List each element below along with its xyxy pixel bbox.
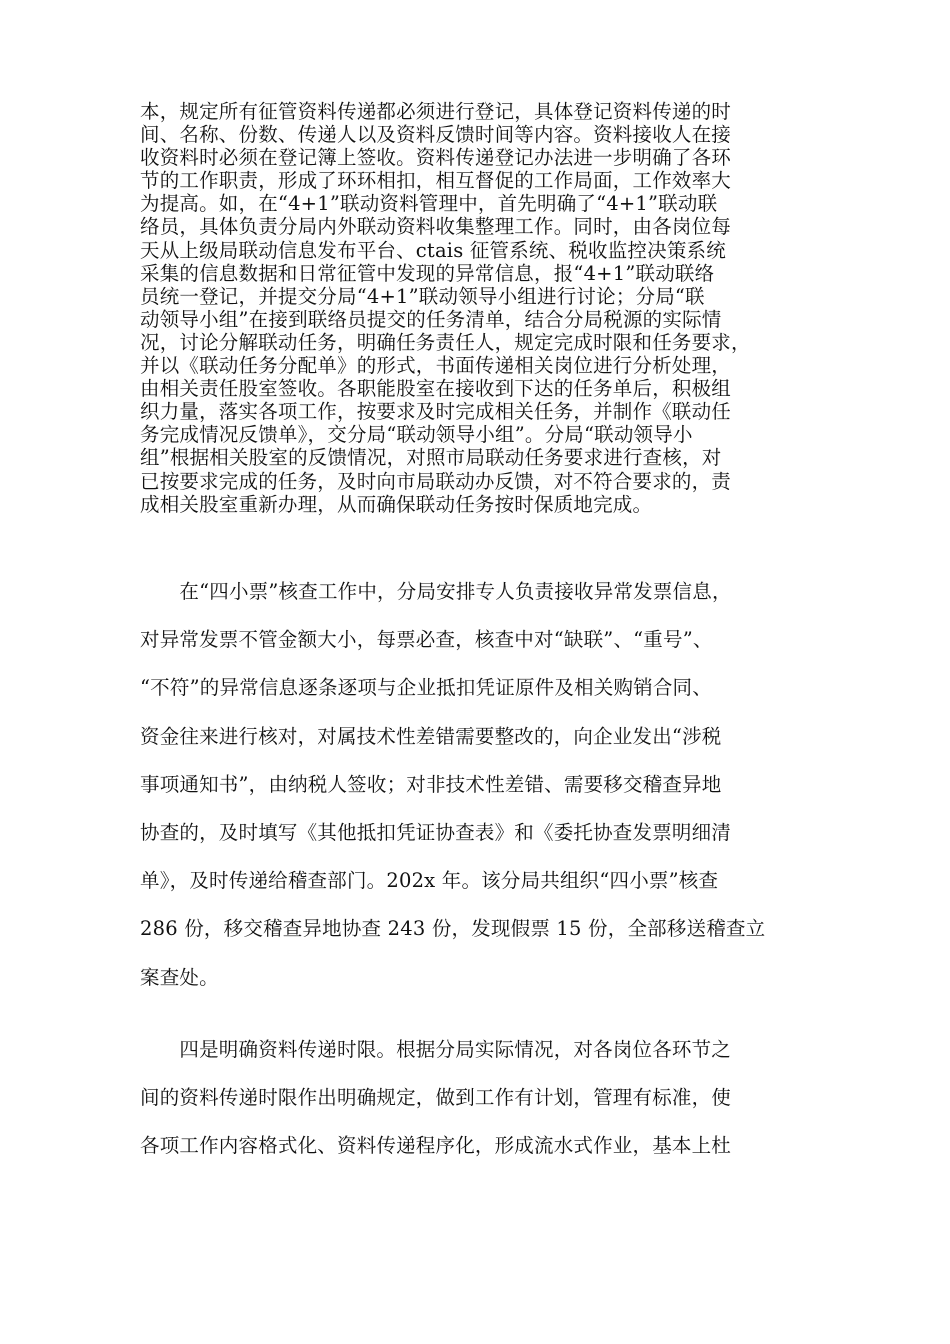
text-line: 各项工作内容格式化、资料传递程序化，形成流水式作业，基本上杜 (140, 1134, 732, 1158)
text-line: 间、名称、份数、传递人以及资料反馈时间等内容。资料接收人在接 (140, 123, 732, 147)
text-line: 织力量，落实各项工作，按要求及时完成相关任务，并制作《联动任 (140, 400, 732, 424)
text-line: 采集的信息数据和日常征管中发现的异常信息，报“4+1”联动联络 (140, 261, 715, 285)
text-line: 由相关责任股室签收。各职能股室在接收到下达的任务单后，积极组 (140, 377, 732, 401)
text-line: 组”根据相关股室的反馈情况，对照市局联动任务要求进行查核，对 (140, 446, 722, 470)
text-line: 事项通知书”，由纳税人签收；对非技术性差错、需要移交稽查异地 (140, 772, 722, 796)
text-line: 已按要求完成的任务，及时向市局联动办反馈，对不符合要求的，责 (140, 469, 732, 493)
text-line: 成相关股室重新办理，从而确保联动任务按时保质地完成。 (140, 492, 653, 516)
text-line: 为提高。如，在“4+1”联动资料管理中，首先明确了“4+1”联动联 (140, 192, 718, 216)
text-line: 本，规定所有征管资料传递都必须进行登记，具体登记资料传递的时 (140, 100, 732, 123)
text-line: 单》，及时传递给稽查部门。202x 年。该分局共组织“四小票”核查 (140, 869, 719, 893)
paragraph-transfer-time-limits (140, 1026, 830, 1171)
text-line: 协查的，及时填写《其他抵扣凭证协查表》和《委托协查发票明细清 (140, 820, 732, 844)
text-line: 动领导小组”在接到联络员提交的任务清单，结合分局税源的实际情 (140, 307, 722, 331)
text-line: 286 份，移交稽查异地协查 243 份，发现假票 15 份，全部移送稽查立 (140, 917, 766, 941)
paragraph-linkage-management (140, 100, 830, 516)
text-line: “不符”的异常信息逐条逐项与企业抵扣凭证原件及相关购销合同、 (140, 676, 712, 700)
text-line: 收资料时必须在登记簿上签收。资料传递登记办法进一步明确了各环 (140, 146, 732, 170)
text-line: 节的工作职责，形成了环环相扣，相互督促的工作局面，工作效率大 (140, 169, 732, 193)
text-line: 并以《联动任务分配单》的形式，书面传递相关岗位进行分析处理， (140, 354, 732, 378)
text-line: 务完成情况反馈单》，交分局“联动领导小组”。分局“联动领导小 (140, 423, 693, 447)
text-line: 间的资料传递时限作出明确规定，做到工作有计划，管理有标准，使 (140, 1086, 732, 1110)
text-line: 天从上级局联动信息发布平台、ctais 征管系统、税收监控决策系统 (140, 238, 726, 262)
text-line: 员统一登记，并提交分局“4+1”联动领导小组进行讨论；分局“联 (140, 284, 705, 308)
text-line: 对异常发票不管金额大小，每票必查，核查中对“缺联”、“重号”、 (140, 628, 713, 652)
text-line: 四是明确资料传递时限。根据分局实际情况，对各岗位各环节之 (140, 1038, 732, 1061)
text-line: 资金往来进行核对，对属技术性差错需要整改的，向企业发出“涉税 (140, 724, 722, 748)
text-line: 在“四小票”核查工作中，分局安排专人负责接收异常发票信息， (140, 580, 732, 603)
text-line: 络员，具体负责分局内外联动资料收集整理工作。同时，由各岗位每 (140, 215, 732, 239)
text-line: 案查处。 (140, 965, 219, 989)
paragraph-four-small-invoices (140, 568, 830, 1002)
text-line: 况，讨论分解联动任务，明确任务责任人，规定完成时限和任务要求， (140, 330, 751, 354)
